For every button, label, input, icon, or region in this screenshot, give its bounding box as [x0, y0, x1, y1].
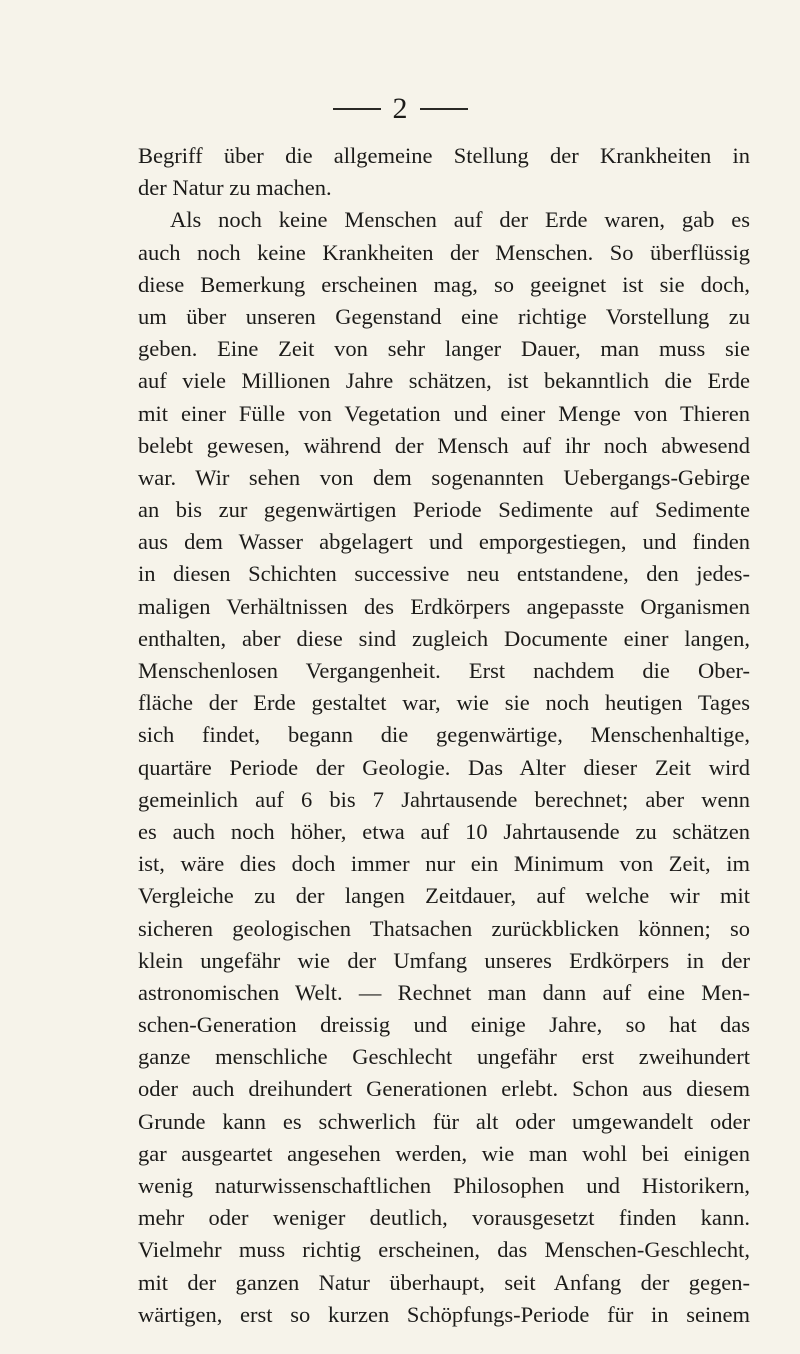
page-header — [0, 90, 800, 126]
text-line: an bis zur gegenwärtigen Periode Sedimente auf Sedimente — [138, 497, 750, 523]
text-line: wärtigen, erst so kurzen Schöpfungs-Periode für in seinem — [138, 1301, 750, 1327]
text-line: aus dem Wasser abgelagert und emporgestiegen, und finden — [138, 529, 750, 555]
text-line: sicheren geologischen Thatsachen zurückblicken können; so — [138, 915, 750, 941]
text-line: war. Wir sehen von dem sogenannten Uebergangs-Gebirge — [138, 464, 750, 490]
text-line: Begriff über die allgemeine Stellung der Krankheiten in — [138, 143, 750, 168]
text-line: geben. Eine Zeit von sehr langer Dauer, man muss sie — [138, 336, 750, 362]
text-line: es auch noch höher, etwa auf 10 Jahrtausende zu schätzen — [138, 818, 750, 844]
text-line: belebt gewesen, während der Mensch auf ihr noch abwesend — [138, 432, 750, 458]
text-line: mit der ganzen Natur überhaupt, seit Anfang der gegen- — [138, 1269, 750, 1295]
text-line: maligen Verhältnissen des Erdkörpers angepasste Organismen — [138, 593, 750, 619]
page-number: 2 — [392, 92, 408, 126]
text-line: Als noch keine Menschen auf der Erde waren, gab es — [170, 207, 750, 233]
text-line: wenig naturwissenschaftlichen Philosophen und Historikern, — [138, 1173, 750, 1198]
text-line: enthalten, aber diese sind zugleich Documente einer langen, — [138, 625, 750, 651]
text-line: quartäre Periode der Geologie. Das Alter dieser Zeit wird — [138, 754, 750, 780]
text-line: schen-Generation dreissig und einige Jahre, so hat das — [138, 1012, 750, 1038]
text-line: Vergleiche zu der langen Zeitdauer, auf welche wir mit — [138, 883, 750, 909]
text-line: in diesen Schichten successive neu entstandene, den jedes- — [138, 561, 750, 587]
header-rule-right — [420, 108, 468, 110]
text-line: diese Bemerkung erscheinen mag, so geeignet ist sie doch, — [138, 271, 750, 297]
header-rule-left — [333, 108, 381, 110]
text-line: mit einer Fülle von Vegetation und einer Menge von Thieren — [138, 400, 750, 426]
text-line: ist, wäre dies doch immer nur ein Minimum von Zeit, im — [138, 851, 750, 877]
text-line: ganze menschliche Geschlecht ungefähr erst zweihundert — [138, 1044, 750, 1070]
text-line: Menschenlosen Vergangenheit. Erst nachdem die Ober- — [138, 658, 750, 683]
text-line: mehr oder weniger deutlich, vorausgesetzt finden kann. — [138, 1205, 750, 1231]
text-line: astronomischen Welt. — Rechnet man dann auf eine Men- — [138, 979, 750, 1005]
text-line: auf viele Millionen Jahre schätzen, ist bekanntlich die Erde — [138, 368, 750, 394]
text-line: klein ungefähr wie der Umfang unseres Erdkörpers in der — [138, 947, 750, 973]
text-line: oder auch dreihundert Generationen erlebt. Schon aus diesem — [138, 1076, 750, 1102]
text-line: gar ausgeartet angesehen werden, wie man wohl bei einigen — [138, 1140, 750, 1166]
text-line: gemeinlich auf 6 bis 7 Jahrtausende berechnet; aber wenn — [138, 786, 750, 812]
text-line: sich findet, begann die gegenwärtige, Menschenhaltige, — [138, 722, 750, 748]
text-line: um über unseren Gegenstand eine richtige Vorstellung zu — [138, 303, 750, 329]
text-line: der Natur zu machen. — [138, 175, 332, 201]
text-line: Grunde kann es schwerlich für alt oder umgewandelt oder — [138, 1108, 750, 1134]
text-line: fläche der Erde gestaltet war, wie sie noch heutigen Tages — [138, 690, 750, 716]
text-line: Vielmehr muss richtig erscheinen, das Menschen-Geschlecht, — [138, 1237, 750, 1263]
body-text — [138, 140, 750, 1331]
text-line: auch noch keine Krankheiten der Menschen. So überflüssig — [138, 239, 750, 265]
